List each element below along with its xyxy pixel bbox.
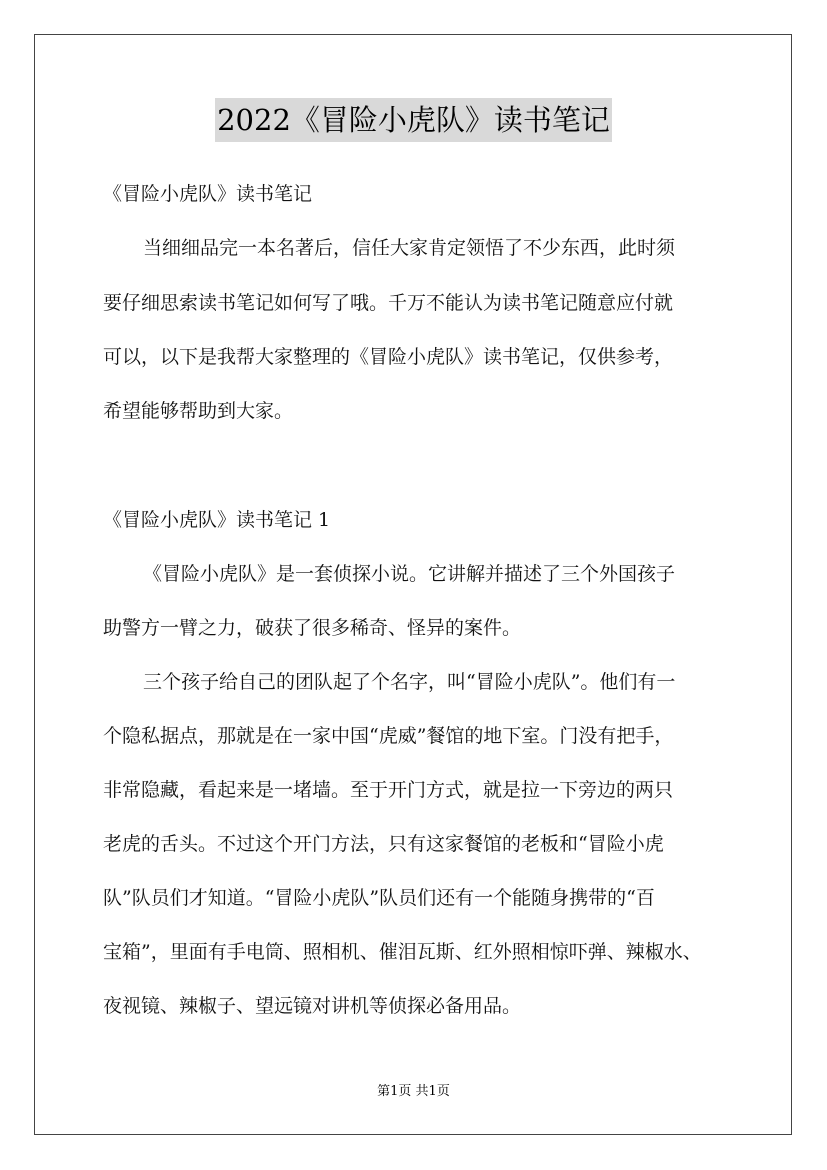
paragraph-line: 老虎的舌头。不过这个开门方法，只有这家餐馆的老板和“冒险小虎 bbox=[103, 833, 664, 855]
intro-line: 可以，以下是我帮大家整理的《冒险小虎队》读书笔记，仅供参考， bbox=[103, 346, 674, 368]
paragraph-line: 队”队员们才知道。“冒险小虎队”队员们还有一个能随身携带的“百 bbox=[103, 887, 655, 909]
page-footer: 第1页 共1页 bbox=[377, 1084, 450, 1099]
title-container bbox=[0, 98, 827, 142]
paragraph-line: 非常隐藏，看起来是一堵墙。至于开门方式，就是拉一下旁边的两只 bbox=[103, 779, 674, 801]
paragraph-line: 宝箱”，里面有手电筒、照相机、催泪瓦斯、红外照相惊吓弹、辣椒水、 bbox=[103, 941, 702, 963]
intro-line: 要仔细思索读书笔记如何写了哦。千万不能认为读书笔记随意应付就 bbox=[103, 292, 674, 314]
intro-line: 当细细品完一本名著后，信任大家肯定领悟了不少东西，此时须 bbox=[143, 237, 676, 259]
paragraph-line: 《冒险小虎队》是一套侦探小说。它讲解并描述了三个外国孩子 bbox=[143, 563, 676, 585]
paragraph-line: 三个孩子给自己的团队起了个名字，叫“冒险小虎队”。他们有一 bbox=[143, 671, 676, 693]
intro-line: 希望能够帮助到大家。 bbox=[103, 400, 294, 422]
paragraph-line: 夜视镜、辣椒子、望远镜对讲机等侦探必备用品。 bbox=[103, 995, 522, 1017]
document-title: 2022《冒险小虎队》读书笔记 bbox=[215, 98, 612, 142]
subheading: 《冒险小虎队》读书笔记 bbox=[103, 183, 313, 205]
paragraph-line: 个隐私据点，那就是在一家中国“虎威”餐馆的地下室。门没有把手， bbox=[103, 725, 674, 747]
section-heading: 《冒险小虎队》读书笔记 1 bbox=[103, 509, 331, 531]
paragraph-line: 助警方一臂之力，破获了很多稀奇、怪异的案件。 bbox=[103, 617, 522, 639]
